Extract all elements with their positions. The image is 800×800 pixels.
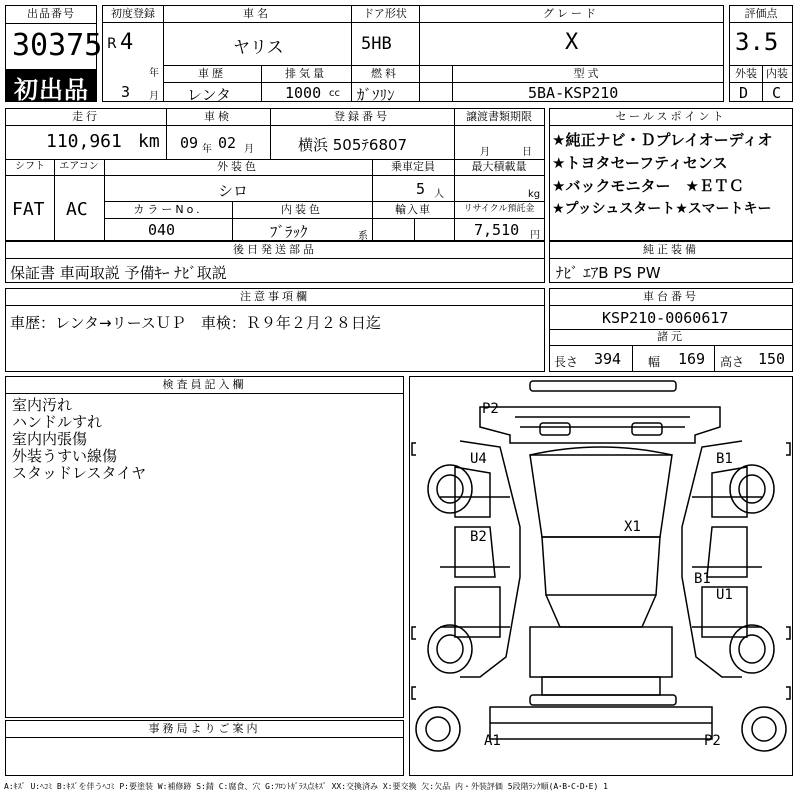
sales-point-1: ★純正ナビ・Ｄプレイオーディオ bbox=[552, 131, 773, 149]
history-label: 車歴 bbox=[198, 67, 226, 80]
car-name-label: 車名 bbox=[243, 7, 271, 20]
mark-b2: B2 bbox=[470, 529, 487, 545]
chassis-box bbox=[549, 288, 793, 372]
later-parts-label: 後日発送部品 bbox=[233, 243, 317, 256]
capacity-label: 乗車定員 bbox=[391, 160, 435, 173]
interior-color-value: ﾌﾞﾗｯｸ bbox=[270, 223, 308, 241]
genuine-equip-label: 純正装備 bbox=[643, 243, 699, 256]
grade-label: グレード bbox=[543, 7, 599, 20]
era-letter: R bbox=[107, 36, 117, 52]
inspection-label: 車検 bbox=[204, 110, 232, 123]
inspector-label: 検査員記入欄 bbox=[162, 378, 247, 391]
score-box bbox=[729, 5, 793, 102]
sales-points-box bbox=[549, 108, 793, 241]
int-grade-value: C bbox=[772, 84, 782, 102]
capacity-unit: 人 bbox=[434, 189, 444, 200]
lot-box bbox=[5, 5, 103, 104]
spec-box bbox=[5, 108, 545, 241]
inspector-box bbox=[5, 376, 404, 718]
door-label: ドア形状 bbox=[363, 7, 407, 20]
registration-label: 登録番号 bbox=[334, 110, 390, 123]
ext-grade-value: D bbox=[739, 84, 749, 102]
recycle-value: 7,510 bbox=[474, 221, 520, 239]
mileage-value: 110,961 bbox=[46, 131, 122, 152]
top-info-box bbox=[102, 5, 724, 102]
later-parts-value: 保証書 車両取説 予備ｷｰ ﾅﾋﾞ取説 bbox=[10, 264, 227, 282]
notes-box bbox=[5, 288, 545, 372]
color-no-value: 040 bbox=[148, 221, 176, 239]
dims-label: 諸元 bbox=[657, 330, 685, 343]
first-reg-year: 4 bbox=[120, 30, 134, 55]
first-listing-text: 初出品 bbox=[14, 76, 89, 104]
shift-label: シフト bbox=[15, 161, 45, 172]
length-value: 394 bbox=[594, 350, 622, 368]
grade-value: X bbox=[565, 30, 579, 55]
width-label: 幅 bbox=[648, 355, 661, 369]
ac-label: エアコン bbox=[59, 161, 99, 172]
inspector-line-4: 外装うすい線傷 bbox=[12, 447, 118, 465]
mark-b1-mid: B1 bbox=[694, 571, 711, 587]
inspector-line-1: 室内汚れ bbox=[12, 396, 73, 414]
model-code-value: 5BA-KSP210 bbox=[528, 84, 619, 102]
sales-point-3: ★バックモニター ★ＥＴＣ bbox=[552, 177, 744, 195]
car-diagram bbox=[410, 377, 792, 775]
interior-color-label: 内装色 bbox=[281, 203, 323, 216]
length-label: 長さ bbox=[554, 355, 579, 369]
first-reg-month: 3 bbox=[121, 83, 131, 101]
inspection-year-unit: 年 bbox=[202, 144, 212, 155]
ac-value: AC bbox=[66, 199, 88, 220]
score-value: 3.5 bbox=[735, 28, 779, 56]
lot-label: 出品番号 bbox=[27, 7, 75, 20]
mark-b1-right: B1 bbox=[716, 451, 733, 467]
inspector-line-5: スタッドレスタイヤ bbox=[12, 464, 147, 482]
interior-color-suffix: 系 bbox=[358, 231, 368, 242]
transfer-day-unit: 日 bbox=[522, 147, 532, 158]
office-box bbox=[5, 720, 404, 776]
door-value: 5HB bbox=[361, 34, 392, 54]
score-label: 評価点 bbox=[744, 7, 778, 20]
car-diagram-box bbox=[409, 376, 793, 776]
capacity-value: 5 bbox=[416, 180, 426, 198]
notes-value: 車歴：レンタ→リースＵＰ 車検：Ｒ９年２月２８日迄 bbox=[10, 314, 381, 332]
mark-p2-bottom: P2 bbox=[704, 733, 721, 749]
int-grade-label: 内装 bbox=[766, 67, 788, 80]
mark-u1: U1 bbox=[716, 587, 733, 603]
genuine-equip-box bbox=[549, 241, 793, 283]
sales-point-4: ★プッシュスタート★スマートキー bbox=[552, 201, 772, 217]
max-load-label: 最大積載量 bbox=[471, 160, 527, 173]
mark-x1: X1 bbox=[624, 519, 641, 535]
max-load-unit: kg bbox=[528, 189, 541, 200]
inspection-month-unit: 月 bbox=[244, 144, 254, 155]
ext-grade-label: 外装 bbox=[735, 67, 757, 80]
mark-a1: A1 bbox=[484, 733, 501, 749]
exterior-color-value: シロ bbox=[218, 182, 249, 200]
inspection-month: 02 bbox=[218, 134, 237, 152]
chassis-label: 車台番号 bbox=[643, 290, 699, 303]
first-reg-year-unit: 年 bbox=[149, 68, 159, 79]
transfer-month-unit: 月 bbox=[480, 147, 490, 158]
recycle-label: リサイクル預託金 bbox=[463, 204, 535, 214]
genuine-equip-value: ﾅﾋﾞ ｴｱB PS PW bbox=[556, 264, 661, 282]
fuel-label: 燃料 bbox=[371, 67, 399, 80]
legend: A:ｷｽﾞ U:ﾍｺﾐ B:ｷｽﾞを伴うﾍｺﾐ P:要塗装 W:補修跡 S:錆 C:腐食、穴 G:ﾌﾛﾝﾄｶﾞﾗｽ点ｷｽﾞ XX:交換済み X:要交換 欠:欠品 内・外装評価 5段階ﾗﾝｸ順(A･B･C･D･E) 1 bbox=[4, 782, 608, 791]
displacement-label: 排気量 bbox=[285, 67, 327, 80]
height-label: 高さ bbox=[720, 355, 745, 369]
transfer-docs-label: 譲渡書類期限 bbox=[466, 110, 532, 123]
displacement-unit: cc bbox=[329, 88, 340, 99]
displacement-value: 1000 bbox=[285, 84, 322, 102]
registration-value: 横浜 505ﾃ6807 bbox=[298, 136, 408, 154]
sales-point-2: ★トヨタセーフティセンス bbox=[552, 154, 728, 172]
notes-label: 注意事項欄 bbox=[240, 290, 310, 303]
inspection-year: 09 bbox=[180, 134, 199, 152]
office-label: 事務局よりご案内 bbox=[148, 722, 261, 735]
inspector-line-2: ハンドルすれ bbox=[12, 413, 103, 431]
model-code-label: 型式 bbox=[573, 67, 602, 80]
chassis-value: KSP210-0060617 bbox=[602, 309, 729, 327]
later-parts-box bbox=[5, 241, 545, 283]
color-no-label: カラーNo. bbox=[133, 203, 203, 216]
mileage-unit: km bbox=[138, 131, 160, 152]
height-value: 150 bbox=[758, 350, 786, 368]
fuel-value: ｶﾞｿﾘﾝ bbox=[357, 86, 395, 104]
mark-p2-top: P2 bbox=[482, 401, 499, 417]
mileage-label: 走行 bbox=[72, 110, 100, 123]
recycle-unit: 円 bbox=[530, 230, 540, 241]
car-name-value: ヤリス bbox=[233, 38, 284, 58]
inspector-line-3: 室内内張傷 bbox=[12, 430, 88, 448]
mark-u4: U4 bbox=[470, 451, 487, 467]
width-value: 169 bbox=[678, 350, 706, 368]
first-reg-month-unit: 月 bbox=[149, 91, 159, 102]
shift-value: FAT bbox=[12, 199, 45, 220]
sales-points-label: セールスポイント bbox=[615, 110, 727, 123]
import-label: 輸入車 bbox=[395, 203, 431, 216]
lot-number: 30375 bbox=[12, 28, 103, 63]
first-reg-label: 初度登録 bbox=[111, 7, 155, 20]
history-value: レンタ bbox=[187, 86, 232, 104]
exterior-color-label: 外装色 bbox=[217, 160, 259, 173]
